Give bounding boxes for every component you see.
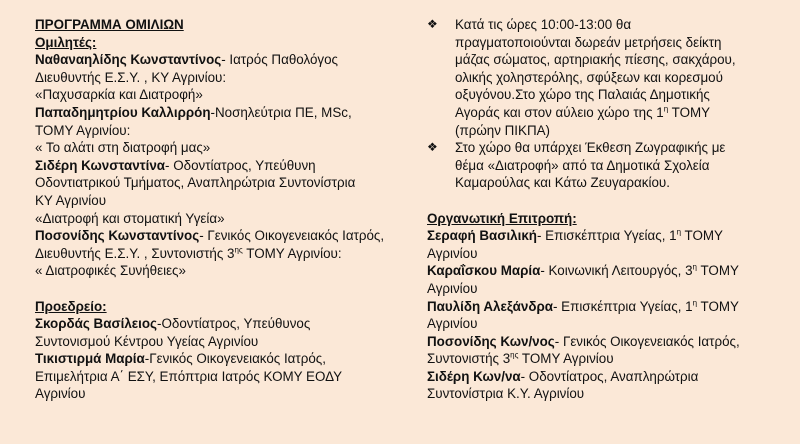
board-entry [35, 350, 410, 403]
talk-title: «Διατροφή και στοματική Υγεία» [35, 210, 225, 226]
committee-entry: Ποσονίδης Κων/νος- Γενικός Οικογενειακός Ιατρός, Συντονιστής $3^{\eta\varsigma}$ ΤΟΜΥ Αγρινίου [427, 333, 792, 368]
info-bullet-exhibition [427, 139, 792, 192]
talk-title: « Διατροφικές Συνήθειες» [35, 263, 186, 279]
committee-name: Σιδέρη Κων/να [427, 368, 521, 384]
bullet-line: πραγματοποιούνται δωρεάν μετρήσεις δείκτη [455, 34, 722, 50]
left-column [35, 16, 410, 403]
board-entry [35, 315, 410, 350]
speaker-name: Παπαδημητρίου Καλλιρρόη [35, 104, 211, 120]
speaker-line: Διευθυντής Ε.Σ.Υ. , Συντονιστής $3^{\eta\varsigma}$ ΤΟΜΥ Αγρινίου: [35, 245, 342, 261]
board-name: Σκορδάς Βασίλειος [35, 316, 158, 332]
committee-line: Αγρινίου [427, 316, 478, 332]
speaker-name: Ποσονίδης Κωνσταντίνος [35, 228, 200, 244]
bullet-line: (πρώην ΠΙΚΠΑ) [455, 122, 551, 138]
committee-entry: Σιδέρη Κων/να- Οδοντίατρος, Αναπληρώτρια Συντονίστρια Κ.Υ. Αγρινίου [427, 368, 792, 403]
speaker-role: - Οδοντίατρος, Υπεύθυνη [165, 157, 316, 173]
speaker-name: Ναθαναηλίδης Κωνσταντίνος [35, 52, 222, 68]
committee-name: Ποσονίδης Κων/νος [427, 333, 555, 349]
speaker-entry [35, 104, 410, 157]
committee-entry: Καραΐσκου Μαρία- Κοινωνική Λειτουργός, $3^\eta$ ΤΟΜΥ Αγρινίου [427, 262, 792, 297]
speaker-role: - Ιατρός Παθολόγος [221, 52, 338, 68]
bullet-line: Αγοράς και στον αύλειο χώρο της $1^\eta$ ΤΟΜΥ [455, 104, 711, 120]
board-line: Επιμελήτρια Α΄ ΕΣΥ, Επόπτρια Ιατρός ΚΟΜΥ ΕΟΔΥ [35, 368, 343, 384]
speaker-entry [35, 157, 410, 227]
committee-entry: Παυλίδη Αλεξάνδρα- Επισκέπτρια Υγείας, $1^\eta$ ΤΟΜΥ Αγρινίου [427, 298, 792, 333]
bullet-line: Κατά τις ώρες 10:00-13:00 θα [455, 17, 632, 32]
committee-line: Συντονίστρια Κ.Υ. Αγρινίου [427, 386, 585, 402]
talk-title: «Παχυσαρκία και Διατροφή» [35, 87, 203, 103]
committee-name: Καραΐσκου Μαρία [427, 263, 541, 279]
bullet-line: Στο χώρο θα υπάρχει Έκθεση Ζωγραφικής με [455, 140, 726, 156]
board-role: -Γενικός Οικογενειακός Ιατρός, [144, 351, 326, 367]
speaker-role: -Νοσηλεύτρια ΠΕ, MSc, [210, 104, 352, 120]
committee-name: Παυλίδη Αλεξάνδρα [427, 298, 553, 314]
committee-title: Οργανωτική Επιτροπή: [427, 210, 577, 226]
bullet-line: θέμα «Διατροφή» από τα Δημοτικά Σχολεία [455, 157, 710, 173]
bullet-line: Καμαρούλας και Κάτω Ζευγαρακίου. [455, 175, 670, 191]
board-name: Τικιστιρμά Μαρία [35, 351, 145, 367]
speaker-line: Οδοντιατρικού Τμήματος, Αναπληρώτρια Συντονίστρια [35, 175, 356, 191]
committee-line: Αγρινίου [427, 280, 478, 296]
committee-name: Σεραφή Βασιλική [427, 228, 537, 244]
speaker-entry [35, 51, 410, 104]
board-role: -Οδοντίατρος, Υπεύθυνος [157, 316, 311, 332]
board-line: Αγρινίου [35, 386, 86, 402]
committee-line: Αγρινίου [427, 245, 478, 261]
committee-line: Συντονιστής $3^{\eta\varsigma}$ ΤΟΜΥ Αγρινίου [427, 350, 614, 367]
speaker-line: Διευθυντής Ε.Σ.Υ. , ΚΥ Αγρινίου: [35, 69, 227, 85]
bullet-line: ολικής χοληστερόλης, σφύξεων και κορεσμού [455, 69, 723, 85]
committee-entry: Σεραφή Βασιλική- Επισκέπτρια Υγείας, $1^\eta$ ΤΟΜΥ Αγρινίου [427, 227, 792, 262]
program-heading: ΠΡΟΓΡΑΜΜΑ ΟΜΙΛΙΩΝ [35, 17, 184, 32]
bullet-line: μάζας σώματος, αρτηριακής πίεσης, σακχάρου, [455, 52, 736, 68]
speaker-role: - Γενικός Οικογενειακός Ιατρός, [199, 228, 385, 244]
talk-title: « Το αλάτι στη διατροφή μας» [35, 140, 211, 156]
speaker-line: ΤΟΜΥ Αγρινίου: [35, 122, 131, 138]
bullet-line: οξυγόνου.Στο χώρο της Παλαιάς Δημοτικής [455, 87, 710, 103]
speaker-line: ΚΥ Αγρινίου [35, 192, 107, 208]
diamond-bullet-icon: ❖ [427, 17, 438, 31]
speaker-name: Σιδέρη Κωνσταντίνα [35, 157, 166, 173]
board-line: Συντονισμού Κέντρου Υγείας Αγρινίου [35, 333, 259, 349]
board-title: Προεδρείο: [35, 298, 107, 314]
info-bullet-measurements [427, 16, 792, 139]
right-column [427, 16, 792, 403]
diamond-bullet-icon: ❖ [427, 140, 438, 155]
speakers-title: Ομιλητές: [35, 34, 97, 50]
speaker-entry [35, 227, 410, 280]
